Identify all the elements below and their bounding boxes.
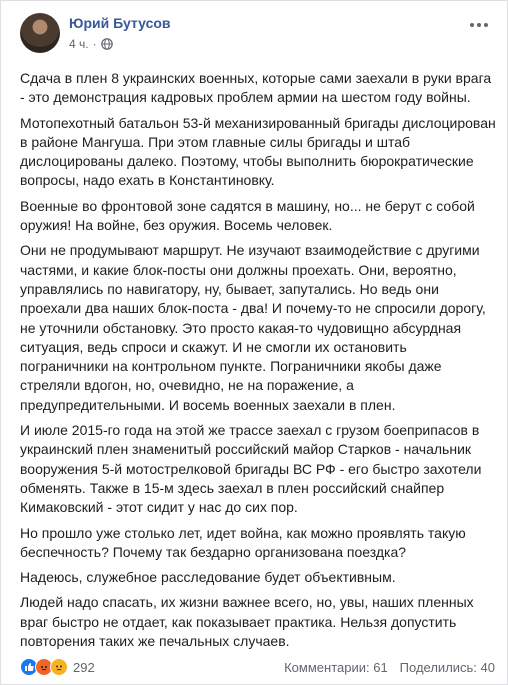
globe-icon[interactable] xyxy=(101,38,113,50)
comments-count[interactable]: Комментарии: 61 xyxy=(284,659,388,675)
post-paragraph: И июле 2015-го года на этой же трассе заехал с грузом боеприпасов в украинский плен знаменитый российский майор Старков - начальник вооружения 5-й мотострелковой бригады ВС РФ - его быстро захотели обменять. Также в 15-м здесь заехал в плен российский снайпер Кимаковский - этот сидит у нас до сих пор. xyxy=(20,422,482,516)
post-header xyxy=(13,13,495,57)
author-name[interactable]: Юрий Бутусов xyxy=(69,15,171,31)
more-options-icon[interactable] xyxy=(467,17,491,33)
post-paragraph: Надеюсь, служебное расследование будет объективным. xyxy=(20,569,396,586)
post-paragraph: Людей надо спасать, их жизни важнее всего, но, увы, наших пленных враг быстро не отдает, как показывает практика. Нельзя допустить повторения таких же печальных случаев. xyxy=(20,594,474,650)
avatar[interactable] xyxy=(20,13,60,53)
reactions-summary[interactable] xyxy=(20,658,95,676)
post-text xyxy=(20,69,498,657)
post-paragraph: Сдача в плен 8 украинских военных, которые сами заехали в руки врага - это демонстрация кадровых проблем армии на шестом году войны. xyxy=(20,70,492,106)
post-paragraph: Военные во фронтовой зоне садятся в машину, но... не берут с собой оружия! На войне, без оружия. Восемь человек. xyxy=(20,197,475,234)
separator-dot: · xyxy=(92,37,97,51)
shares-count[interactable]: Поделились: 40 xyxy=(399,659,495,675)
post-paragraph: Они не продумывают маршрут. Не изучают взаимодействие с другими частями, и какие блок-посты они должны проехать. Они, вероятно, управлялись по навигатору, ну, бывает, запутались. Но ведь они проехали два наших блок-поста - два! И почему-то не спросили дорогу, не уточнили обстановку. Это просто какая-то чудовищно абсурдная ситуация, ведь спроси и скажут. И не смогли их остановить пограничники на контрольном пункте. Пограничники якобы даже стреляли вдогон, но, очевидно, не на поражение, а предупредительными. И восемь военных заехали в плен. xyxy=(20,242,486,413)
post-paragraph: Мотопехотный батальон 53-й механизированный бригады дислоцирован в районе Мангуша. При этом главные силы бригады и штаб дислоцированы далеко. Поэтому, чтобы выполнить бюрократические вопросы, надо ехать в Константиновку. xyxy=(20,114,496,189)
post-meta xyxy=(69,37,113,51)
post-time[interactable]: 4 ч. xyxy=(69,37,89,51)
post-footer xyxy=(20,657,495,677)
sad-reaction-icon xyxy=(50,658,68,676)
post-stats xyxy=(284,660,495,675)
reaction-count[interactable]: 292 xyxy=(73,659,95,675)
post-paragraph: Но прошло уже столько лет, идет война, как можно проявлять такую беспечность? Почему так бездарно организована поездка? xyxy=(20,524,466,560)
